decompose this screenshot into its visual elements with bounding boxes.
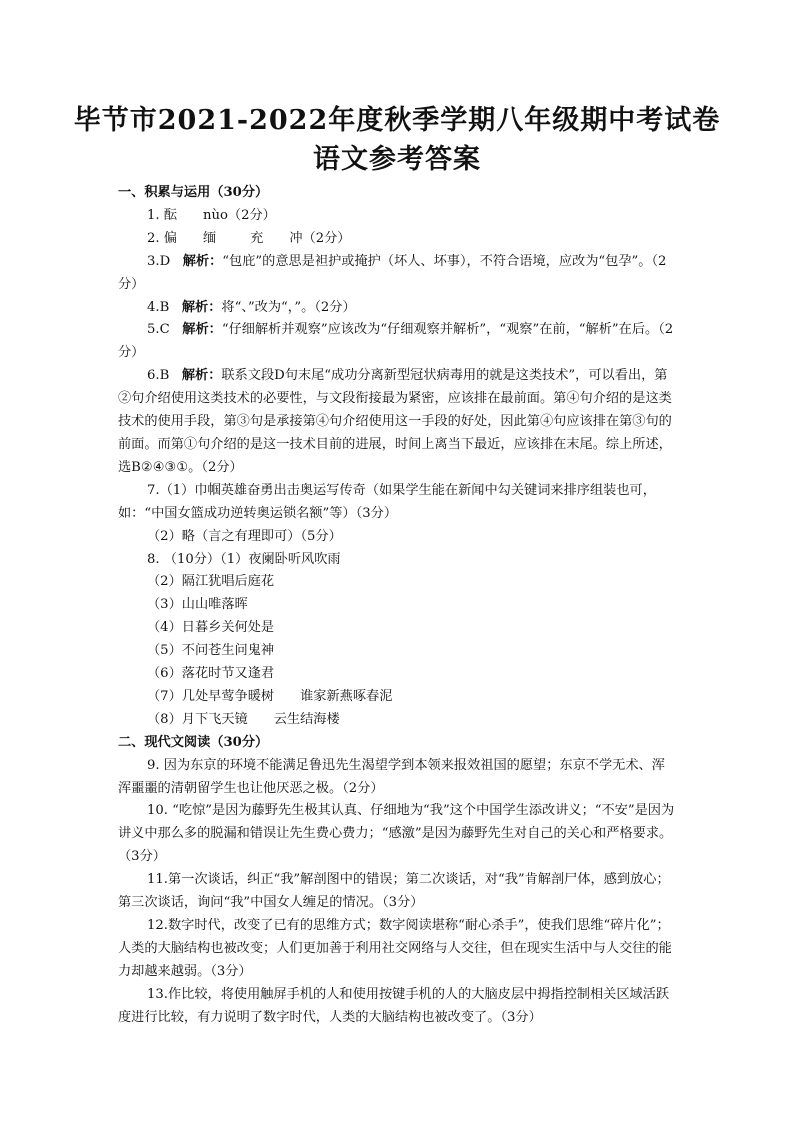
q5-analysis-label: 解析：: [182, 322, 222, 338]
q3-analysis: “包庇”的意思是袒护或掩护（坏人、坏事），不符合语境，应改为“包孕”。（2分）: [118, 253, 667, 292]
answer-q8-2: （2）隔江犹唱后庭花: [147, 574, 275, 590]
answer-q5: [118, 319, 678, 365]
q2-char-3: 充: [250, 230, 264, 246]
q6-analysis-label: 解析：: [181, 368, 222, 384]
q8-8-line-a: （8）月下飞天镜: [147, 711, 248, 727]
q6-choice: 6.B: [147, 368, 170, 384]
answer-q8-6: （6）落花时节又逢君: [147, 666, 275, 682]
answer-q8-1: 8. （10分）（1）夜阑卧听风吹雨: [147, 551, 341, 567]
q2-char-2: 缅: [202, 230, 217, 246]
answer-q7-2: （2）略（言之有理即可）（5分）: [147, 528, 342, 544]
q2-char-4: 冲（2分）: [289, 230, 351, 246]
answer-content: [118, 182, 678, 1030]
section-heading-reading: 二、现代文阅读（30分）: [118, 734, 269, 750]
q8-8-line-b: 云生结海楼: [273, 711, 340, 727]
section-heading-accumulation: 一、积累与运用（30分）: [118, 185, 269, 200]
answer-q8-3: （3）山山唯落晖: [147, 597, 248, 613]
answer-q3: [118, 251, 678, 297]
answer-q9: 9. 因为东京的环境不能满足鲁迅先生渴望学到本领来报效祖国的愿望；东京不学无术、浑浑噩噩的清朝留学生也让他厌恶之极。（2分）: [118, 757, 665, 796]
q1-pinyin: nùo（2分）: [202, 207, 276, 223]
answer-q4: [118, 297, 678, 320]
q8-7-line-a: （7）几处早莺争暖树: [147, 688, 275, 704]
q1-answer: 1. 酝: [147, 207, 177, 223]
answer-q10: 10. “吃惊”是因为藤野先生极其认真、仔细地为“我”这个中国学生添改讲义；“不安”是因为讲义中那么多的脱漏和错误让先生费心费力；“感激”是因为藤野先生对自己的关心和严格要求。（3分）: [118, 803, 675, 865]
answer-q2: [118, 228, 678, 251]
q2-char-1: 2. 偏: [147, 230, 177, 246]
answer-q7-1: 7.（1）巾帼英雄奋勇出击奥运写传奇（如果学生能在新闻中勾关键词来排序组装也可，如：“中国女篮成功逆转奥运锁名额”等）（3分）: [118, 482, 656, 521]
q6-analysis: 联系文段D句末尾“成功分离新型冠状病毒用的就是这类技术”，可以看出，第②句介绍使用这类技术的必要性，与文段衔接最为紧密，应该排在最前面。第④句介绍的是这类技术的使用手段，第③句是承接第④句介绍使用这一手段的好处，因此第④句应该排在第③句的前面。而第①句介绍的是这一技术目前的进展，时间上离当下最近，应该排在末尾。综上所述，选B②④③①。（2分）: [118, 368, 672, 475]
answer-q8-7: [118, 686, 678, 709]
q3-analysis-label: 解析：: [182, 253, 223, 269]
answer-q6: [118, 365, 678, 480]
answer-q13: 13.作比较，将使用触屏手机的人和使用按键手机的人的大脑皮层中拇指控制相关区域活跃度进行比较，有力说明了数字时代，人类的大脑结构也被改变了。（3分）: [118, 986, 670, 1025]
document-title: 毕节市2021-2022年度秋季学期八年级期中考试卷: [73, 105, 721, 136]
answer-q1: [118, 205, 678, 228]
q4-analysis-label: 解析：: [181, 299, 222, 315]
q5-choice: 5.C: [147, 322, 170, 338]
answer-q12: 12.数字时代，改变了已有的思维方式；数字阅读堪称“耐心杀手”，使我们思维“碎片化”；人类的大脑结构也被改变；人们更加善于利用社交网络与人交往，但在现实生活中与人交往的能力却越来越弱。（3分）: [118, 918, 672, 979]
answer-q8-8: [118, 709, 678, 732]
q4-analysis: 将“、”改为“，”。（2分）: [221, 299, 356, 315]
q5-analysis: “仔细解析并观察”应该改为“仔细观察并解析”，“观察”在前，“解析”在后。（2分）: [118, 322, 674, 361]
answer-q8-5: （5）不问苍生问鬼神: [147, 643, 275, 659]
q8-7-line-b: 谁家新燕啄春泥: [300, 688, 393, 704]
answer-q8-4: （4）日暮乡关何处是: [147, 620, 275, 636]
q3-choice: 3.D: [147, 253, 171, 269]
document-subtitle: 语文参考答案: [313, 144, 481, 175]
answer-q11: 11.第一次谈话，纠正“我”解剖图中的错误；第二次谈话，对“我”肯解剖尸体，感到放心；第三次谈话，询问“我”中国女人缠足的情况。（3分）: [118, 872, 670, 911]
q4-choice: 4.B: [147, 299, 170, 315]
